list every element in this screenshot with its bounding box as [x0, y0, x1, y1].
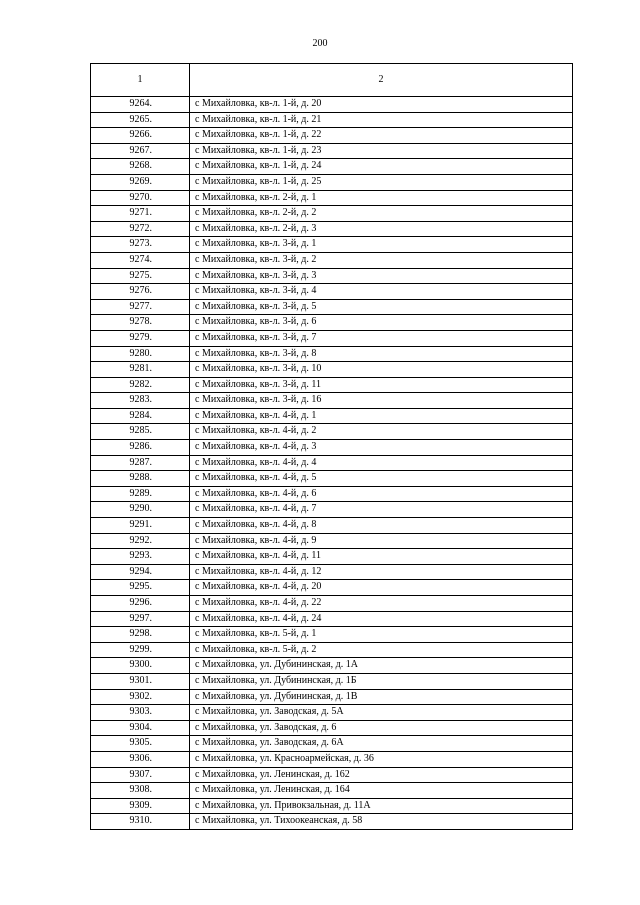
row-address: с Михайловка, кв-л. 5-й, д. 2 [190, 642, 573, 658]
row-number: 9282. [91, 377, 190, 393]
table-row [91, 642, 573, 658]
row-address: с Михайловка, кв-л. 4-й, д. 2 [190, 424, 573, 440]
table-row [91, 673, 573, 689]
row-address: с Михайловка, кв-л. 3-й, д. 4 [190, 284, 573, 300]
table-row [91, 518, 573, 534]
table-row [91, 549, 573, 565]
row-address: с Михайловка, кв-л. 4-й, д. 9 [190, 533, 573, 549]
row-number: 9268. [91, 159, 190, 175]
row-number: 9284. [91, 408, 190, 424]
page-number: 200 [312, 38, 328, 49]
row-address: с Михайловка, кв-л. 1-й, д. 22 [190, 128, 573, 144]
row-address: с Михайловка, кв-л. 4-й, д. 22 [190, 596, 573, 612]
table-row [91, 814, 573, 830]
row-address: с Михайловка, кв-л. 2-й, д. 2 [190, 206, 573, 222]
table-row [91, 751, 573, 767]
row-address: с Михайловка, ул. Дубининская, д. 1Б [190, 673, 573, 689]
row-number: 9288. [91, 471, 190, 487]
table-row [91, 440, 573, 456]
table-row [91, 486, 573, 502]
row-number: 9299. [91, 642, 190, 658]
row-number: 9300. [91, 658, 190, 674]
row-address: с Михайловка, кв-л. 4-й, д. 3 [190, 440, 573, 456]
table-row [91, 471, 573, 487]
row-address: с Михайловка, ул. Заводская, д. 6А [190, 736, 573, 752]
row-number: 9280. [91, 346, 190, 362]
row-number: 9276. [91, 284, 190, 300]
table-row [91, 174, 573, 190]
address-table [90, 63, 573, 830]
row-address: с Михайловка, кв-л. 4-й, д. 12 [190, 564, 573, 580]
row-address: с Михайловка, кв-л. 3-й, д. 3 [190, 268, 573, 284]
row-address: с Михайловка, кв-л. 1-й, д. 24 [190, 159, 573, 175]
table-row [91, 689, 573, 705]
table-row [91, 564, 573, 580]
table-row [91, 393, 573, 409]
row-address: с Михайловка, кв-л. 3-й, д. 8 [190, 346, 573, 362]
table-row [91, 596, 573, 612]
row-number: 9296. [91, 596, 190, 612]
row-number: 9309. [91, 798, 190, 814]
row-number: 9292. [91, 533, 190, 549]
row-number: 9286. [91, 440, 190, 456]
row-address: с Михайловка, кв-л. 3-й, д. 1 [190, 237, 573, 253]
row-number: 9303. [91, 705, 190, 721]
row-number: 9281. [91, 362, 190, 378]
row-number: 9293. [91, 549, 190, 565]
table-row [91, 268, 573, 284]
table-row [91, 720, 573, 736]
row-number: 9289. [91, 486, 190, 502]
row-number: 9297. [91, 611, 190, 627]
table-row [91, 377, 573, 393]
table-row [91, 299, 573, 315]
row-number: 9307. [91, 767, 190, 783]
table-row [91, 627, 573, 643]
row-number: 9285. [91, 424, 190, 440]
table-row [91, 408, 573, 424]
table-row [91, 237, 573, 253]
row-address: с Михайловка, кв-л. 4-й, д. 8 [190, 518, 573, 534]
row-number: 9306. [91, 751, 190, 767]
row-address: с Михайловка, ул. Заводская, д. 5А [190, 705, 573, 721]
row-number: 9290. [91, 502, 190, 518]
row-address: с Михайловка, кв-л. 1-й, д. 21 [190, 112, 573, 128]
row-number: 9283. [91, 393, 190, 409]
table-row [91, 455, 573, 471]
row-address: с Михайловка, ул. Привокзальная, д. 11А [190, 798, 573, 814]
table-row [91, 159, 573, 175]
row-address: с Михайловка, кв-л. 4-й, д. 5 [190, 471, 573, 487]
row-number: 9277. [91, 299, 190, 315]
row-address: с Михайловка, кв-л. 4-й, д. 6 [190, 486, 573, 502]
table-row [91, 190, 573, 206]
table-row [91, 112, 573, 128]
row-number: 9266. [91, 128, 190, 144]
row-address: с Михайловка, кв-л. 3-й, д. 10 [190, 362, 573, 378]
row-address: с Михайловка, ул. Красноармейская, д. 36 [190, 751, 573, 767]
table-row [91, 128, 573, 144]
row-number: 9274. [91, 252, 190, 268]
row-address: с Михайловка, кв-л. 1-й, д. 20 [190, 97, 573, 113]
table-row [91, 284, 573, 300]
row-address: с Михайловка, ул. Тихоокеанская, д. 58 [190, 814, 573, 830]
row-number: 9304. [91, 720, 190, 736]
row-number: 9301. [91, 673, 190, 689]
table-row [91, 798, 573, 814]
row-number: 9269. [91, 174, 190, 190]
row-address: с Михайловка, кв-л. 4-й, д. 11 [190, 549, 573, 565]
table-row [91, 783, 573, 799]
row-address: с Михайловка, кв-л. 3-й, д. 11 [190, 377, 573, 393]
row-address: с Михайловка, кв-л. 4-й, д. 7 [190, 502, 573, 518]
row-number: 9302. [91, 689, 190, 705]
row-address: с Михайловка, кв-л. 1-й, д. 25 [190, 174, 573, 190]
row-address: с Михайловка, кв-л. 3-й, д. 6 [190, 315, 573, 331]
row-number: 9272. [91, 221, 190, 237]
row-address: с Михайловка, кв-л. 4-й, д. 1 [190, 408, 573, 424]
row-number: 9278. [91, 315, 190, 331]
table-row [91, 221, 573, 237]
row-number: 9270. [91, 190, 190, 206]
table-row [91, 330, 573, 346]
table-row [91, 580, 573, 596]
row-address: с Михайловка, кв-л. 3-й, д. 5 [190, 299, 573, 315]
row-address: с Михайловка, кв-л. 5-й, д. 1 [190, 627, 573, 643]
table-row [91, 97, 573, 113]
row-number: 9275. [91, 268, 190, 284]
table-row [91, 346, 573, 362]
column-header-number: 1 [91, 64, 190, 97]
row-address: с Михайловка, ул. Ленинская, д. 164 [190, 783, 573, 799]
row-address: с Михайловка, кв-л. 3-й, д. 2 [190, 252, 573, 268]
row-number: 9295. [91, 580, 190, 596]
row-number: 9271. [91, 206, 190, 222]
row-number: 9265. [91, 112, 190, 128]
row-address: с Михайловка, кв-л. 4-й, д. 20 [190, 580, 573, 596]
table-row [91, 502, 573, 518]
row-number: 9291. [91, 518, 190, 534]
table-row [91, 424, 573, 440]
table-row [91, 143, 573, 159]
row-number: 9305. [91, 736, 190, 752]
table-row [91, 611, 573, 627]
row-address: с Михайловка, кв-л. 1-й, д. 23 [190, 143, 573, 159]
table-row [91, 767, 573, 783]
row-address: с Михайловка, ул. Заводская, д. 6 [190, 720, 573, 736]
table-row [91, 705, 573, 721]
table-row [91, 252, 573, 268]
row-address: с Михайловка, кв-л. 2-й, д. 3 [190, 221, 573, 237]
row-number: 9310. [91, 814, 190, 830]
row-number: 9287. [91, 455, 190, 471]
table-row [91, 736, 573, 752]
row-number: 9298. [91, 627, 190, 643]
row-address: с Михайловка, кв-л. 2-й, д. 1 [190, 190, 573, 206]
row-number: 9279. [91, 330, 190, 346]
row-address: с Михайловка, ул. Дубининская, д. 1А [190, 658, 573, 674]
table-row [91, 315, 573, 331]
row-number: 9308. [91, 783, 190, 799]
row-address: с Михайловка, кв-л. 3-й, д. 16 [190, 393, 573, 409]
row-address: с Михайловка, кв-л. 3-й, д. 7 [190, 330, 573, 346]
table-row [91, 533, 573, 549]
table-header-row [91, 64, 573, 97]
table-row [91, 206, 573, 222]
row-number: 9294. [91, 564, 190, 580]
row-address: с Михайловка, кв-л. 4-й, д. 4 [190, 455, 573, 471]
row-address: с Михайловка, ул. Дубининская, д. 1В [190, 689, 573, 705]
row-number: 9273. [91, 237, 190, 253]
row-number: 9264. [91, 97, 190, 113]
table-row [91, 658, 573, 674]
row-number: 9267. [91, 143, 190, 159]
table-row [91, 362, 573, 378]
column-header-address: 2 [190, 64, 573, 97]
row-address: с Михайловка, ул. Ленинская, д. 162 [190, 767, 573, 783]
row-address: с Михайловка, кв-л. 4-й, д. 24 [190, 611, 573, 627]
